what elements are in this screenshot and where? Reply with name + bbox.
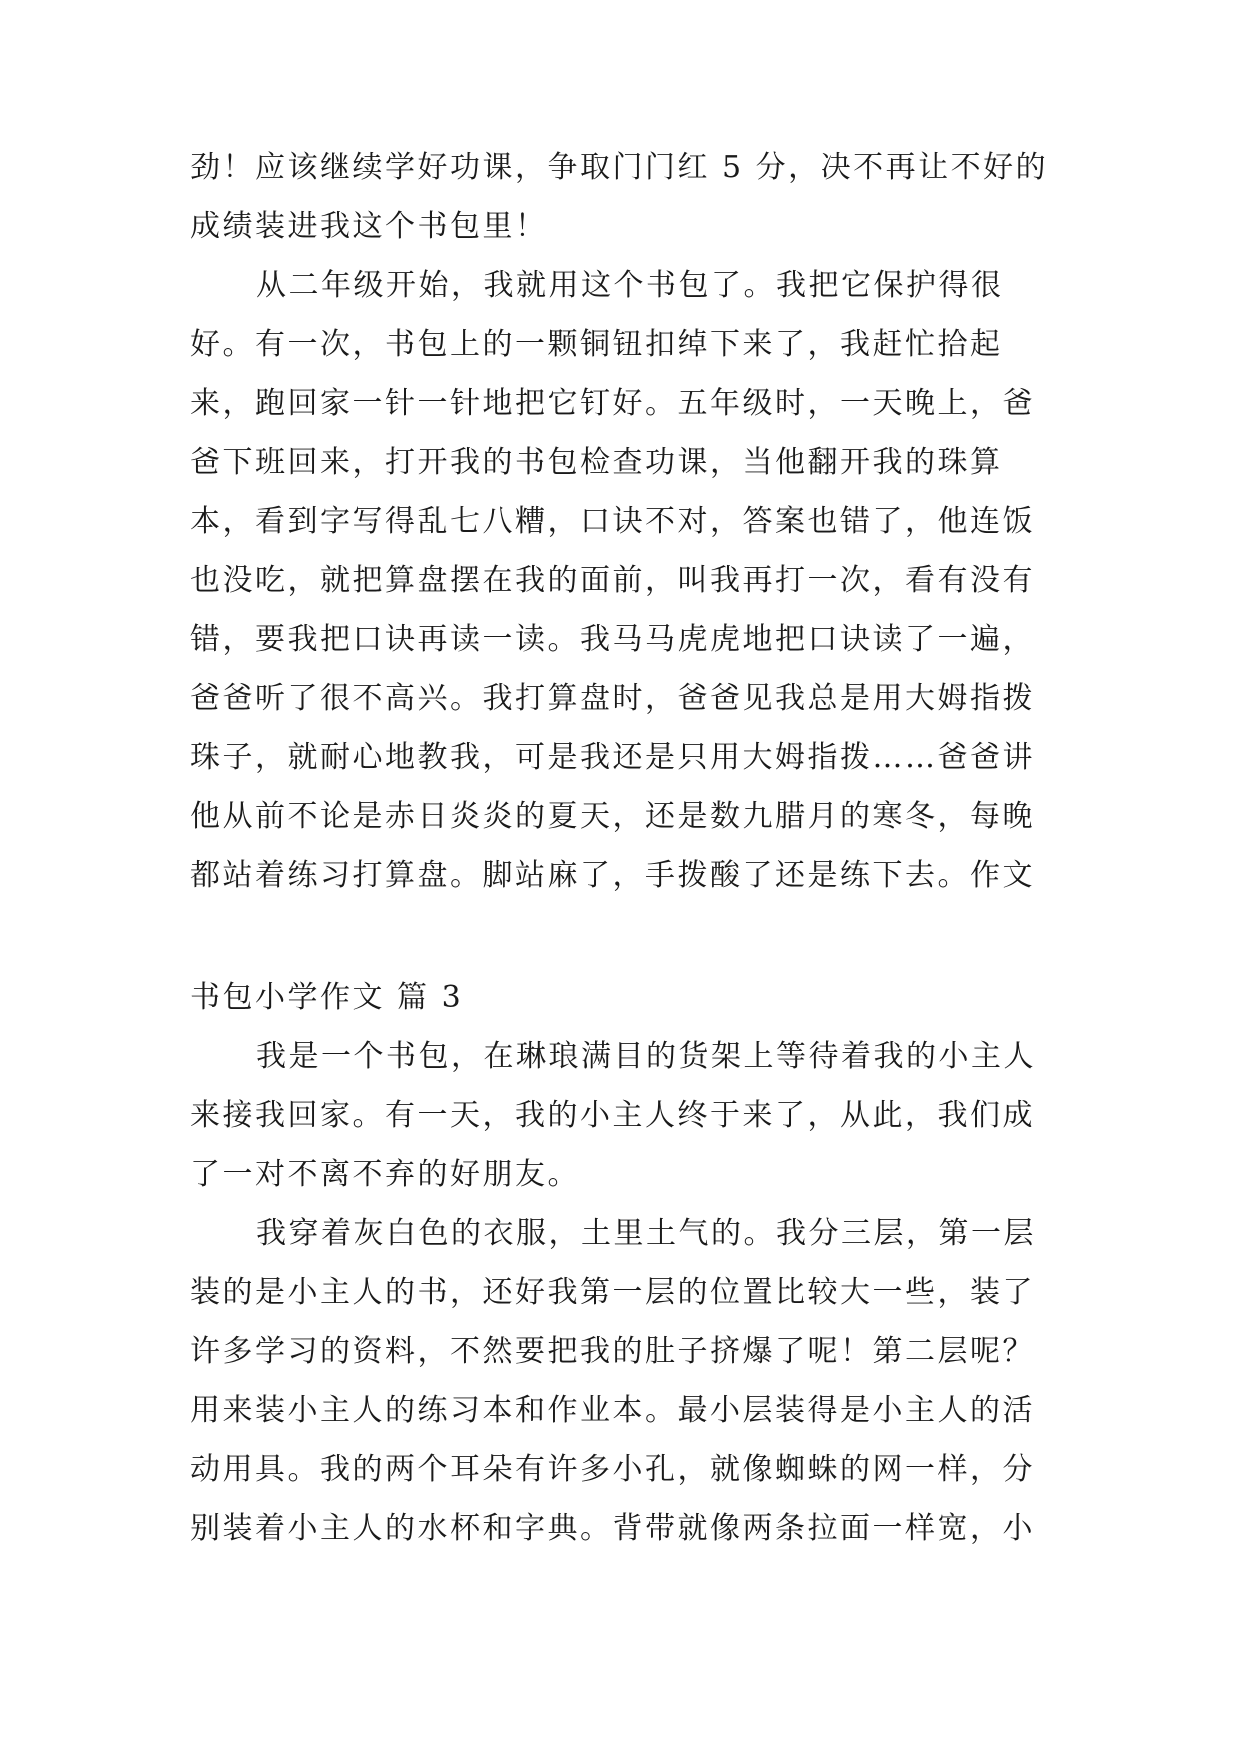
paragraph: 劲！应该继续学好功课，争取门门红 5 分，决不再让不好的成绩装进我这个书包里！	[190, 150, 1049, 244]
paragraph: 我是一个书包，在琳琅满目的货架上等待着我的小主人来接我回家。有一天，我的小主人终于来了，从此，我们成了一对不离不弃的好朋友。	[190, 1039, 1036, 1192]
section-a	[190, 138, 1050, 905]
section-title: 书包小学作文 篇 3	[190, 980, 464, 1015]
paragraph: 我穿着灰白色的衣服，土里土气的。我分三层，第一层装的是小主人的书，还好我第一层的位置比较大一些，装了许多学习的资料，不然要把我的肚子挤爆了呢！第二层呢？用来装小主人的练习本和作业本。最小层装得是小主人的活动用具。我的两个耳朵有许多小孔，就像蜘蛛的网一样，分别装着小主人的水杯和字典。背带就像两条拉面一样宽，小	[190, 1216, 1036, 1546]
paragraph: 从二年级开始，我就用这个书包了。我把它保护得很好。有一次，书包上的一颗铜钮扣绰下来了，我赶忙拾起来，跑回家一针一针地把它钉好。五年级时，一天晚上，爸爸下班回来，打开我的书包检查功课，当他翻开我的珠算本，看到字写得乱七八糟，口诀不对，答案也错了，他连饭也没吃，就把算盘摆在我的面前，叫我再打一次，看有没有错，要我把口诀再读一读。我马马虎虎地把口诀读了一遍，爸爸听了很不高兴。我打算盘时，爸爸见我总是用大姆指拨珠子，就耐心地教我，可是我还是只用大姆指拨……爸爸讲他从前不论是赤日炎炎的夏天，还是数九腊月的寒冬，每晚都站着练习打算盘。脚站麻了，手拨酸了还是练下去。作文	[190, 268, 1035, 893]
section-b	[190, 1027, 1050, 1558]
